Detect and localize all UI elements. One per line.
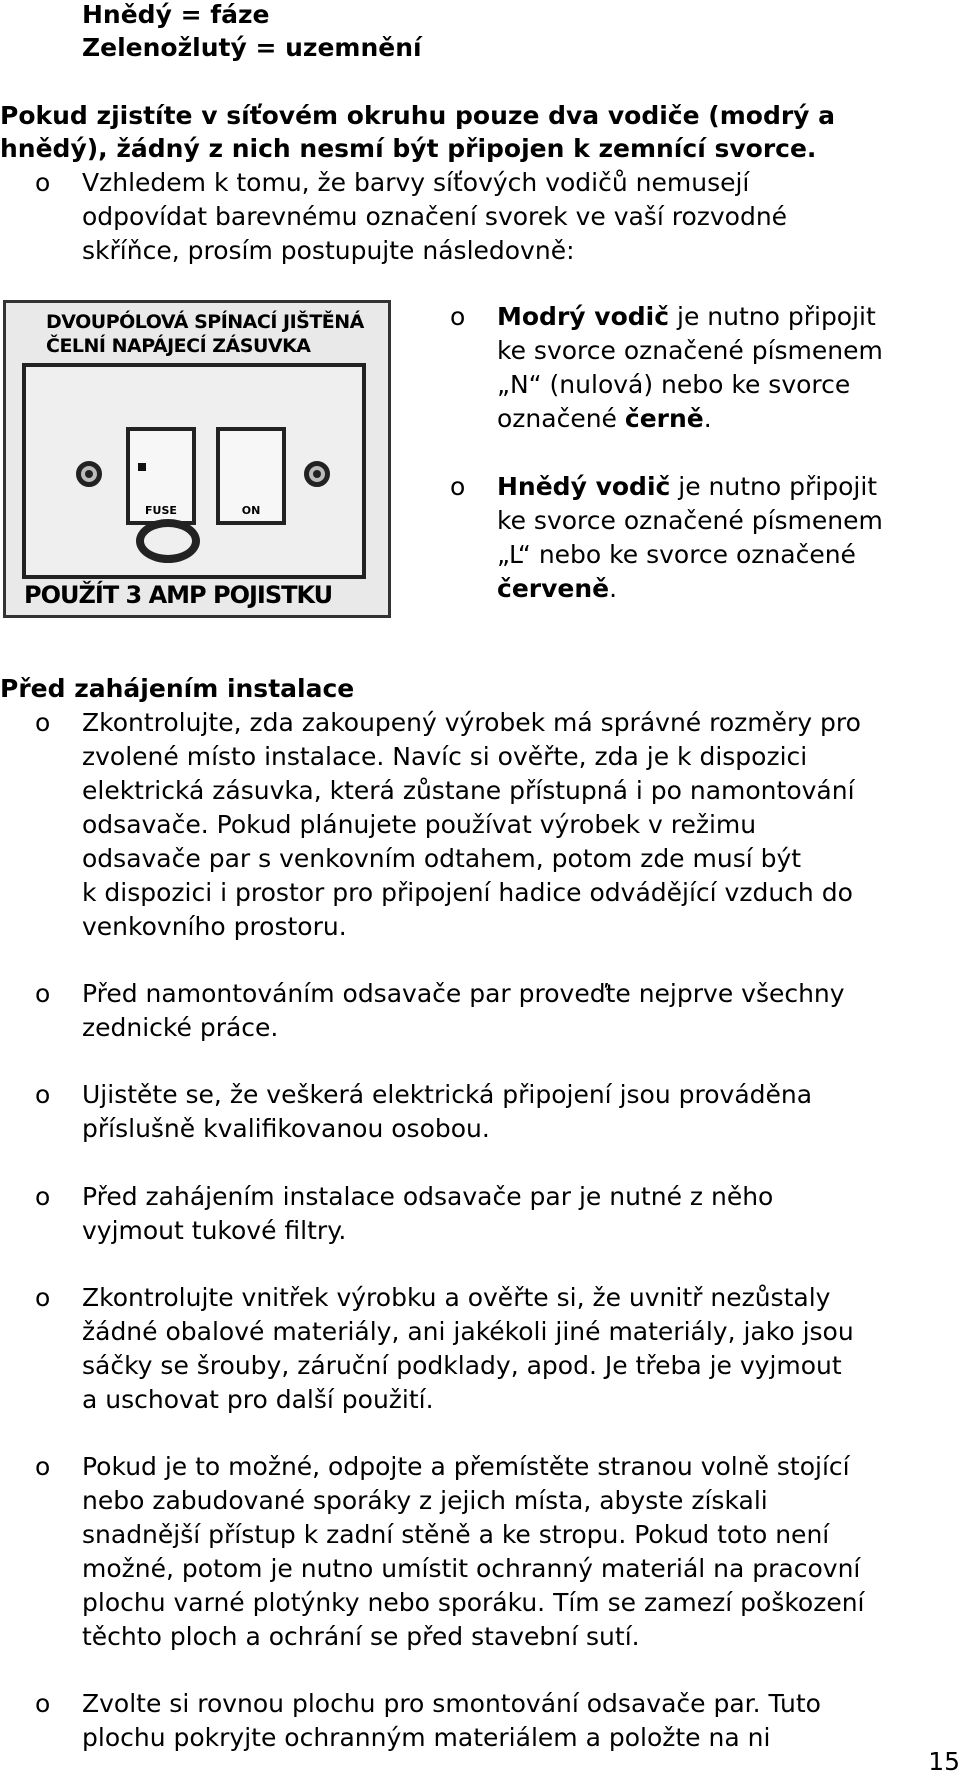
blue-wire-line-4-start: označené bbox=[497, 404, 625, 433]
list-item-line: vyjmout tukové filtry. bbox=[82, 1216, 347, 1245]
bullet-marker: o bbox=[35, 1182, 51, 1211]
list-item-line: plochu varné plotýnky nebo sporáku. Tím se zamezí poškození bbox=[82, 1588, 865, 1617]
list-item-line: možné, potom je nutno umístit ochranný materiál na pracovní bbox=[82, 1554, 861, 1583]
brown-wire-label: Hnědý vodič bbox=[497, 472, 671, 501]
brown-wire-line-1-rest: je nutno připojit bbox=[670, 472, 878, 501]
brown-wire-line-3: „L“ nebo ke svorce označené bbox=[497, 540, 856, 569]
blue-wire-color: černě bbox=[624, 404, 704, 433]
brown-wire-line-2: ke svorce označené písmenem bbox=[497, 506, 883, 535]
socket-panel bbox=[22, 363, 366, 579]
section-heading: Před zahájením instalace bbox=[0, 674, 355, 703]
list-item-line: Pokud je to možné, odpojte a přemístěte stranou volně stojící bbox=[82, 1452, 850, 1481]
on-label: ON bbox=[241, 504, 261, 517]
bullet-marker: o bbox=[35, 1689, 51, 1718]
bullet-marker: o bbox=[35, 168, 51, 197]
brown-wire-line-4-end: . bbox=[609, 574, 618, 603]
list-item-line: těchto ploch a ochrání se před stavební sutí. bbox=[82, 1622, 640, 1651]
list-item-line: Zvolte si rovnou plochu pro smontování odsavače par. Tuto bbox=[82, 1689, 821, 1718]
brown-wire-line-4 bbox=[497, 572, 617, 606]
fuse-indicator-icon bbox=[138, 463, 146, 471]
warning-line-1: Pokud zjistíte v síťovém okruhu pouze dva vodiče (modrý a bbox=[0, 101, 836, 130]
list-item-line: Zkontrolujte vnitřek výrobku a ověřte si, že uvnitř nezůstaly bbox=[82, 1283, 831, 1312]
list-item-line: zvolené místo instalace. Navíc si ověřte, zda je k dispozici bbox=[82, 742, 808, 771]
bullet-marker: o bbox=[35, 1283, 51, 1312]
left-screw-icon bbox=[76, 461, 102, 487]
list-item-line: venkovního prostoru. bbox=[82, 912, 347, 941]
bullet-marker: o bbox=[35, 979, 51, 1008]
bullet-marker: o bbox=[35, 708, 51, 737]
page-number: 15 bbox=[928, 1747, 960, 1776]
socket-title-line-1: DVOUPÓLOVÁ SPÍNACÍ JIŠTĚNÁ bbox=[46, 311, 364, 333]
socket-footer: POUŽÍT 3 AMP POJISTKU bbox=[24, 581, 333, 609]
brown-phase-line: Hnědý = fáze bbox=[82, 0, 270, 29]
socket-title-line-2: ČELNÍ NAPÁJECÍ ZÁSUVKA bbox=[46, 335, 311, 357]
colors-note-line-1: Vzhledem k tomu, že barvy síťových vodičů nemusejí bbox=[82, 168, 750, 197]
socket-figure bbox=[3, 300, 391, 618]
brown-wire-color: červeně bbox=[497, 574, 610, 603]
blue-wire-line-3: „N“ (nulová) nebo ke svorce bbox=[497, 370, 851, 399]
green-yellow-earth-line: Zelenožlutý = uzemnění bbox=[82, 33, 422, 62]
list-item-line: Zkontrolujte, zda zakoupený výrobek má správné rozměry pro bbox=[82, 708, 861, 737]
list-item-line: k dispozici i prostor pro připojení hadice odvádějící vzduch do bbox=[82, 878, 853, 907]
on-switch bbox=[216, 427, 286, 525]
bullet-marker: o bbox=[35, 1080, 51, 1109]
bullet-marker: o bbox=[35, 1452, 51, 1481]
blue-wire-line-4-end: . bbox=[703, 404, 712, 433]
brown-wire-line-1 bbox=[497, 470, 877, 504]
list-item-line: odsavače par s venkovním odtahem, potom zde musí být bbox=[82, 844, 802, 873]
fuse-switch bbox=[126, 427, 196, 525]
fuse-label: FUSE bbox=[145, 504, 177, 517]
list-item-line: zednické práce. bbox=[82, 1013, 279, 1042]
list-item-line: plochu pokryjte ochranným materiálem a položte na ni bbox=[82, 1723, 771, 1752]
list-item-line: příslušně kvalifikovanou osobou. bbox=[82, 1114, 490, 1143]
bullet-marker: o bbox=[450, 472, 466, 501]
blue-wire-label: Modrý vodič bbox=[497, 302, 670, 331]
list-item-line: Před zahájením instalace odsavače par je nutné z něho bbox=[82, 1182, 774, 1211]
list-item-line: Před namontováním odsavače par proveďte nejprve všechny bbox=[82, 979, 845, 1008]
colors-note-line-3: skříňce, prosím postupujte následovně: bbox=[82, 236, 575, 265]
right-screw-icon bbox=[304, 461, 330, 487]
blue-wire-line-1 bbox=[497, 300, 876, 334]
list-item-line: žádné obalové materiály, ani jakékoli jiné materiály, jako jsou bbox=[82, 1317, 854, 1346]
list-item-line: Ujistěte se, že veškerá elektrická připojení jsou prováděna bbox=[82, 1080, 813, 1109]
list-item-line: odsavače. Pokud plánujete používat výrobek v režimu bbox=[82, 810, 757, 839]
list-item-line: elektrická zásuvka, která zůstane přístupná i po namontování bbox=[82, 776, 855, 805]
list-item-line: nebo zabudované sporáky z jejich místa, abyste získali bbox=[82, 1486, 768, 1515]
list-item-line: sáčky se šrouby, záruční podklady, apod. Je třeba je vyjmout bbox=[82, 1351, 842, 1380]
warning-line-2: hnědý), žádný z nich nesmí být připojen k zemnící svorce. bbox=[0, 134, 817, 163]
blue-wire-line-4 bbox=[497, 402, 712, 436]
list-item-line: a uschovat pro další použití. bbox=[82, 1385, 434, 1414]
colors-note-line-2: odpovídat barevnému označení svorek ve vaší rozvodné bbox=[82, 202, 788, 231]
blue-wire-line-2: ke svorce označené písmenem bbox=[497, 336, 883, 365]
socket-ring-icon bbox=[136, 519, 200, 563]
blue-wire-line-1-rest: je nutno připojit bbox=[669, 302, 876, 331]
bullet-marker: o bbox=[450, 302, 466, 331]
list-item-line: snadnější přístup k zadní stěně a ke stropu. Pokud toto není bbox=[82, 1520, 830, 1549]
